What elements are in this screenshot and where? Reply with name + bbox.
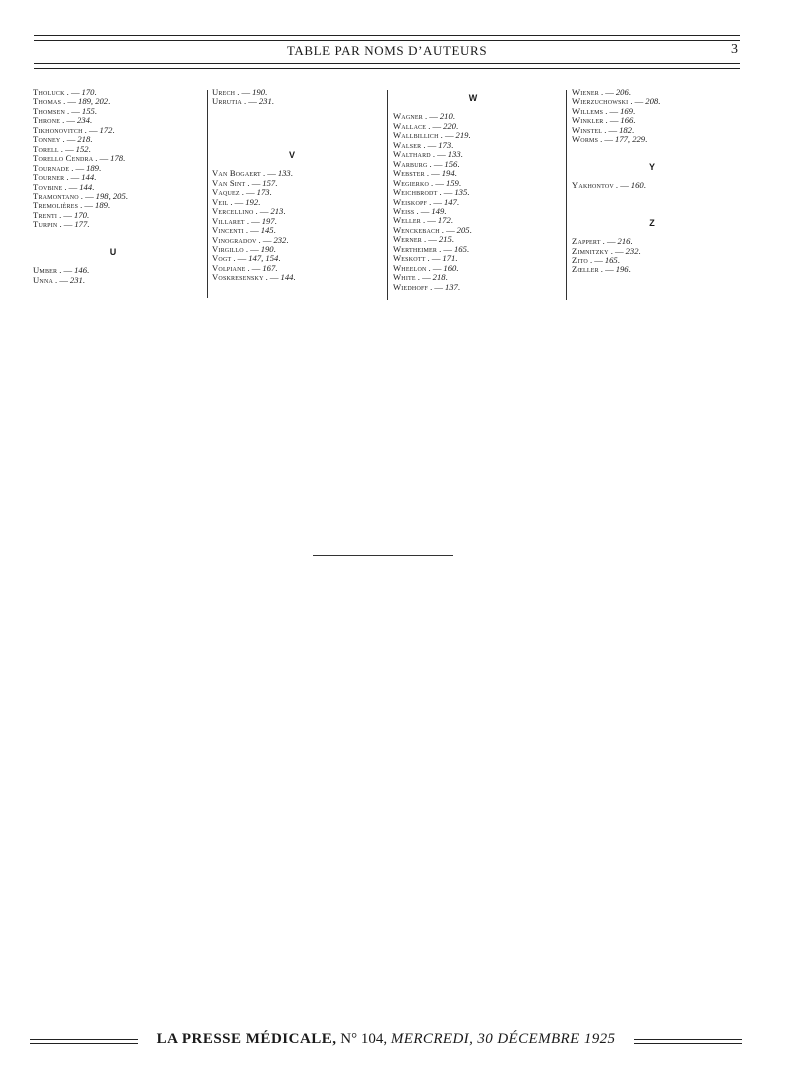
page-references: 156	[444, 158, 458, 169]
entry-terminator: .	[88, 143, 91, 154]
column-separator	[207, 90, 208, 298]
entry-terminator: .	[94, 172, 97, 183]
entry-terminator: .	[274, 215, 277, 226]
entry-terminator: .	[98, 162, 102, 173]
index-column-2	[212, 88, 372, 283]
entry-terminator: .	[86, 209, 90, 220]
header-double-rule	[34, 63, 740, 69]
author-name: Throne	[33, 115, 61, 126]
entry-separator: . —	[230, 196, 244, 207]
entry-separator: . —	[55, 274, 68, 285]
entry-separator: . —	[84, 124, 98, 135]
page-references: 157	[262, 177, 276, 188]
author-name: Weller	[393, 215, 421, 226]
page-references: 165	[453, 243, 467, 254]
page-references: 166	[620, 115, 634, 126]
entry-separator: . —	[262, 168, 276, 179]
author-name: Warburg	[393, 158, 428, 169]
page-references: 173	[256, 187, 270, 198]
entry-terminator: .	[286, 234, 289, 245]
section-gap	[572, 191, 732, 219]
index-entry	[33, 276, 193, 285]
journal-name: LA PRESSE MÉDICALE,	[156, 1031, 337, 1047]
top-double-rule	[34, 35, 740, 41]
entry-terminator: .	[457, 281, 460, 292]
entry-terminator: .	[89, 115, 93, 126]
entry-terminator: .	[444, 205, 447, 216]
entry-terminator: .	[269, 187, 272, 198]
entry-terminator: .	[278, 253, 281, 264]
page-number: 3	[731, 42, 738, 57]
entry-separator: . —	[428, 120, 442, 131]
page-references: 133	[447, 149, 461, 160]
page-references: 159	[445, 177, 459, 188]
entry-terminator: .	[273, 225, 276, 236]
index-entry	[393, 283, 553, 292]
entry-terminator: .	[633, 115, 636, 126]
entry-terminator: .	[87, 219, 90, 230]
entry-separator: . —	[247, 262, 261, 273]
entry-separator: . —	[66, 87, 80, 97]
entry-terminator: .	[628, 87, 631, 97]
page-references: 189	[95, 200, 108, 211]
entry-separator: . —	[600, 264, 614, 275]
author-name: Wierzuchowski	[572, 96, 629, 107]
entry-separator: . —	[431, 177, 444, 188]
entry-separator: . —	[615, 180, 629, 191]
author-name: Torello Cendra	[33, 153, 94, 164]
page-references: 165	[604, 254, 618, 265]
page-references: 232	[273, 234, 287, 245]
page-references: 196	[615, 264, 629, 275]
author-name: Vercellino	[212, 206, 254, 217]
entry-terminator: .	[125, 190, 128, 201]
page-references: 231	[258, 96, 272, 107]
author-name: Vincenti	[212, 225, 244, 236]
entry-separator: . —	[243, 96, 257, 107]
entry-terminator: .	[451, 139, 454, 150]
page-references: 169	[620, 105, 633, 116]
entry-terminator: .	[82, 274, 85, 285]
entry-terminator: .	[87, 265, 90, 276]
section-letter: V	[288, 149, 295, 160]
entry-separator: . —	[429, 158, 443, 169]
entry-separator: . —	[255, 206, 269, 217]
entry-terminator: .	[454, 168, 457, 179]
entry-separator: . —	[429, 196, 442, 207]
page-references: 170	[74, 209, 87, 220]
section-gap	[33, 230, 193, 248]
entry-terminator: .	[468, 130, 471, 141]
page-references: 234	[77, 115, 90, 126]
entry-separator: . —	[233, 253, 247, 264]
entry-separator: . —	[416, 205, 430, 216]
author-name: Van Bogaert	[212, 168, 261, 179]
entry-terminator: .	[466, 243, 470, 254]
author-name: Tourner	[33, 172, 65, 183]
entry-separator: . —	[59, 209, 73, 220]
entry-terminator: .	[275, 177, 278, 188]
page-references: 189, 202	[78, 96, 109, 107]
section-gap	[212, 107, 372, 151]
page-references: 190	[252, 87, 265, 97]
entry-separator: . —	[422, 215, 436, 226]
page-references: 149	[431, 205, 445, 216]
entry-separator: . —	[63, 96, 77, 107]
entry-separator: . —	[604, 124, 618, 135]
entry-separator: . —	[630, 96, 644, 107]
index-entry	[572, 181, 732, 190]
entry-terminator: .	[107, 200, 111, 211]
entry-terminator: .	[630, 236, 633, 247]
author-name: Wenckebach	[393, 224, 440, 235]
author-name: Wiener	[572, 87, 599, 97]
entry-terminator: .	[94, 105, 97, 116]
entry-separator: . —	[245, 243, 259, 254]
author-name: Villaret	[212, 215, 245, 226]
index-entry	[212, 273, 372, 282]
author-name: Tikhonovitch	[33, 124, 83, 135]
page-references: 177, 229	[615, 134, 646, 145]
entry-terminator: .	[92, 181, 95, 192]
entry-terminator: .	[455, 120, 459, 131]
entry-separator: . —	[439, 187, 453, 198]
author-name: Tremolières	[33, 200, 79, 211]
page-references: 182	[619, 124, 632, 135]
index-entry	[572, 265, 732, 274]
entry-terminator: .	[283, 206, 286, 217]
author-name: Wiedhoff	[393, 281, 429, 292]
author-name: Weskott	[393, 253, 426, 264]
entry-separator: . —	[423, 139, 437, 150]
author-name: Vaquez	[212, 187, 240, 198]
author-name: Tholuck	[33, 87, 65, 97]
page-references: 232	[625, 245, 639, 256]
author-name: Turpin	[33, 219, 58, 230]
entry-separator: . —	[241, 187, 255, 198]
index-entry	[572, 135, 732, 144]
entry-separator: . —	[440, 130, 454, 141]
page-references: 173	[438, 139, 452, 150]
entry-separator: . —	[71, 162, 85, 173]
author-name: Wagner	[393, 111, 423, 122]
entry-terminator: .	[90, 134, 93, 145]
entry-terminator: .	[271, 96, 274, 107]
index-entry	[393, 264, 553, 273]
author-name: Vinogradov	[212, 234, 257, 245]
author-name: Weichbrodt	[393, 187, 438, 198]
entry-separator: . —	[417, 272, 431, 283]
author-name: Tournade	[33, 162, 70, 173]
author-name: Umber	[33, 265, 58, 276]
page-references: 218	[77, 134, 91, 145]
entry-terminator: .	[643, 180, 646, 191]
author-name: Volpiane	[212, 262, 246, 273]
entry-separator: . —	[439, 243, 452, 254]
section-letter: U	[109, 246, 117, 257]
page-references: 197	[261, 215, 275, 226]
entry-terminator: .	[273, 243, 276, 254]
entry-separator: . —	[441, 224, 455, 235]
author-name: Willems	[572, 105, 604, 116]
entry-separator: . —	[265, 272, 279, 283]
page-references: 192	[245, 196, 259, 207]
entry-separator: . —	[66, 172, 80, 183]
page-references: 133	[277, 168, 291, 179]
entry-separator: . —	[245, 225, 259, 236]
entry-terminator: .	[258, 196, 261, 207]
author-name: Wallace	[393, 120, 427, 131]
entry-terminator: .	[467, 187, 470, 198]
page-references: 219	[455, 130, 469, 141]
author-name: Thomas	[33, 96, 62, 107]
page-references: 216	[617, 236, 631, 247]
entry-separator: . —	[59, 265, 73, 276]
entry-terminator: .	[123, 153, 126, 164]
page-references: 144	[79, 181, 93, 192]
entry-separator: . —	[95, 153, 109, 164]
page-references: 198, 205	[95, 190, 126, 201]
entry-terminator: .	[445, 272, 448, 283]
entry-terminator: .	[455, 253, 458, 264]
entry-terminator: .	[628, 264, 631, 275]
footer-text	[142, 1031, 630, 1048]
entry-separator: . —	[247, 177, 261, 188]
author-name: Tonney	[33, 134, 61, 145]
entry-separator: . —	[64, 181, 78, 192]
page-references: 231	[69, 274, 83, 285]
page-references: 206	[615, 87, 629, 97]
entry-terminator: .	[456, 196, 459, 207]
author-name: Tramontano	[33, 190, 79, 201]
page-references: 208	[645, 96, 659, 107]
entry-terminator: .	[458, 177, 461, 188]
entry-separator: . —	[432, 149, 446, 160]
author-name: Werner	[393, 234, 422, 245]
entry-separator: . —	[600, 87, 614, 97]
entry-terminator: .	[108, 96, 111, 107]
entry-separator: . —	[60, 143, 74, 154]
page-references: 189	[86, 162, 99, 173]
entry-separator: . —	[237, 87, 251, 97]
page-references: 215	[438, 234, 452, 245]
entry-terminator: .	[645, 134, 648, 145]
entry-separator: . —	[602, 236, 616, 247]
entry-terminator: .	[469, 224, 472, 235]
entry-separator: . —	[600, 134, 614, 145]
entry-terminator: .	[631, 124, 635, 135]
page-references: 194	[441, 168, 455, 179]
entry-terminator: .	[275, 262, 278, 273]
entry-separator: . —	[610, 245, 624, 256]
entry-separator: . —	[430, 281, 443, 292]
entry-separator: . —	[258, 234, 272, 245]
entry-separator: . —	[605, 105, 619, 116]
page-references: 160	[443, 262, 457, 273]
entry-separator: . —	[426, 168, 440, 179]
entry-terminator: .	[658, 96, 661, 107]
entry-terminator: .	[617, 254, 620, 265]
page-references: 213	[270, 206, 284, 217]
author-name: Urech	[212, 87, 236, 97]
author-name: Voskresensky	[212, 272, 264, 283]
page-references: 218	[432, 272, 446, 283]
issue-number: N° 104,	[340, 1031, 388, 1047]
author-name: Torell	[33, 143, 59, 154]
index-column-1	[33, 88, 193, 285]
author-name: Zappert	[572, 236, 601, 247]
page-references: 144	[81, 172, 95, 183]
entry-separator: . —	[59, 219, 73, 230]
page-references: 172	[99, 124, 113, 135]
author-name: White	[393, 272, 416, 283]
issue-date: MERCREDI, 30 DÉCEMBRE 1925	[390, 1031, 616, 1047]
page-references: 171	[442, 253, 456, 264]
author-name: Worms	[572, 134, 599, 145]
footer-rule-left	[30, 1039, 138, 1044]
author-name: Veil	[212, 196, 229, 207]
entry-terminator: .	[632, 105, 636, 116]
page-references: 152	[75, 143, 89, 154]
entry-terminator: .	[293, 272, 296, 283]
column-separator	[387, 90, 388, 300]
entry-separator: . —	[424, 111, 438, 122]
column-separator	[566, 90, 567, 300]
entry-separator: . —	[589, 254, 603, 265]
page-references: 167	[262, 262, 276, 273]
entry-terminator: .	[456, 262, 459, 273]
footer-rule-right	[634, 1039, 742, 1044]
author-name: Van Sint	[212, 177, 246, 188]
author-name: Zimnitzky	[572, 245, 609, 256]
page-references: 160	[630, 180, 644, 191]
author-name: Wegierko	[393, 177, 430, 188]
entry-terminator: .	[94, 87, 97, 97]
entry-separator: . —	[62, 134, 76, 145]
entry-terminator: .	[451, 234, 454, 245]
author-name: Zœller	[572, 264, 599, 275]
page-references: 155	[81, 105, 95, 116]
page-references: 145	[260, 225, 274, 236]
author-name: Tovbine	[33, 181, 63, 192]
entry-separator: . —	[423, 234, 437, 245]
author-name: Trenti	[33, 209, 58, 220]
author-name: Vogt	[212, 253, 232, 264]
author-name: Winkler	[572, 115, 604, 126]
author-name: Zito	[572, 254, 588, 265]
entry-separator: . —	[246, 215, 260, 226]
page-references: 205	[456, 224, 470, 235]
author-name: Unna	[33, 274, 54, 285]
entry-terminator: .	[290, 168, 293, 179]
author-name: Wheelon	[393, 262, 427, 273]
entry-separator: . —	[62, 115, 76, 126]
page-references: 146	[74, 265, 87, 276]
section-letter: W	[468, 93, 478, 103]
entry-separator: . —	[80, 190, 94, 201]
running-title: TABLE PAR NOMS D’AUTEURS	[286, 43, 488, 58]
entry-terminator: .	[112, 124, 115, 135]
entry-separator: . —	[605, 115, 619, 126]
author-name: Winstel	[572, 124, 603, 135]
author-name: Weiskopf	[393, 196, 428, 207]
author-name: Webster	[393, 168, 425, 179]
page-references: 135	[454, 187, 468, 198]
entry-separator: . —	[80, 200, 94, 211]
index-entry	[212, 97, 372, 106]
entry-separator: . —	[67, 105, 80, 116]
page-footer	[30, 1031, 742, 1055]
author-name: Thomsen	[33, 105, 65, 116]
author-name: Virgillo	[212, 243, 244, 254]
page-references: 147	[443, 196, 457, 207]
section-letter: Z	[649, 217, 655, 228]
author-name: Wallbillich	[393, 130, 439, 141]
entry-terminator: .	[460, 149, 463, 160]
author-name: Weiss	[393, 205, 415, 216]
author-name: Yakhontov	[572, 180, 614, 191]
section-divider	[313, 555, 453, 556]
section-gap	[572, 145, 732, 163]
page-references: 178	[110, 153, 124, 164]
entry-terminator: .	[638, 245, 641, 256]
page-references: 147, 154	[248, 253, 279, 264]
page-references: 210	[439, 111, 453, 122]
page-references: 172	[437, 215, 451, 226]
index-column-4	[572, 88, 732, 275]
entry-separator: . —	[428, 262, 442, 273]
page-references: 137	[444, 281, 458, 292]
author-name: Wertheimer	[393, 243, 438, 254]
section-letter: Y	[648, 161, 655, 172]
entry-terminator: .	[265, 87, 268, 97]
index-column-3	[393, 88, 553, 292]
author-name: Urrutia	[212, 96, 242, 107]
author-name: Walthard	[393, 149, 431, 160]
entry-terminator: .	[457, 158, 460, 169]
page-references: 190	[260, 243, 274, 254]
entry-terminator: .	[450, 215, 453, 226]
index-entry	[33, 220, 193, 229]
page-references: 220	[443, 120, 456, 131]
page-references: 177	[74, 219, 88, 230]
page-references: 144	[280, 272, 294, 283]
entry-separator: . —	[427, 253, 441, 264]
page-references: 170	[81, 87, 95, 97]
entry-terminator: .	[452, 111, 455, 122]
author-name: Walser	[393, 139, 422, 150]
